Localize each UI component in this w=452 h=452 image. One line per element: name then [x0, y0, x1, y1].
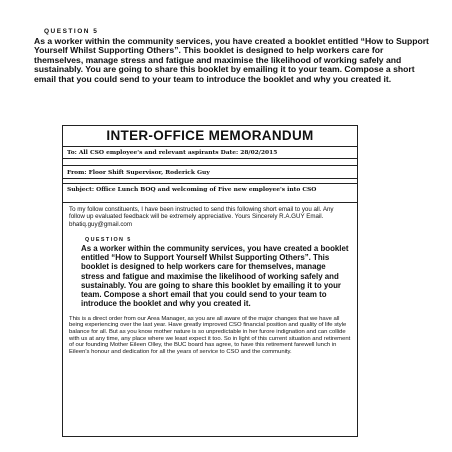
- memo-question-text: As a worker within the community services, you have created a booklet entitled “How to Support Yourself Whilst Supporting Others”. This booklet is designed to help workers care for themselves, manage stress and fatigue and maximise the likelihood of working safely and sustainably. You are going to share this booklet by emailing it to your team. Compose a short email that you could send to your team to introduce the booklet and why you created it.: [81, 244, 349, 308]
- memo-from-line: From: Floor Shift Supervisor, Roderick Guy: [63, 165, 357, 179]
- memo-body-text: This is a direct order from our Area Manager, as you are all aware of the major changes that we have all being experiencing over the last year. Have greatly improved CSO financial position and quality of life style balance for all. But as you know mother nature is so unpredictable in her furore indignation and can collide with us at any time, any place where we least expect it too. So in light of this current situation and retirement of our founding Mother Eileen Olley, the BUC board has agree, to have this retirement farewell lunch in Eileen's honour and dedication for all the years of service to CSO and the community.: [69, 315, 351, 355]
- memo-to-line: To: All CSO employee's and relevant aspirants Date: 28/02/2015: [63, 147, 357, 159]
- question-text: As a worker within the community services, you have created a booklet entitled “How to Support Yourself Whilst Supporting Others”. This booklet is designed to help workers care for themselves, manage stress and fatigue and maximise the likelihood of working safely and sustainably. You are going to share this booklet by emailing it to your team. Compose a short email that you could send to your team to introduce the booklet and why you created it.: [34, 36, 429, 84]
- memo-box: [62, 125, 358, 437]
- memo-subject-line: Subject: Office Lunch BOQ and welcoming of Five new employee's into CSO: [63, 183, 357, 203]
- memo-title: INTER-OFFICE MEMORANDUM: [63, 126, 357, 147]
- question-label: QUESTION 5: [44, 28, 99, 35]
- memo-question-label: QUESTION 5: [85, 237, 132, 244]
- memo-intro-text: To my follow constituents, I have been instructed to send this following short email to you all. Any follow up evaluated feedback will be extremely appreciative. Yours Sincerely R.A.GUY Email. bhatiq.guy@gmail.com: [69, 206, 334, 228]
